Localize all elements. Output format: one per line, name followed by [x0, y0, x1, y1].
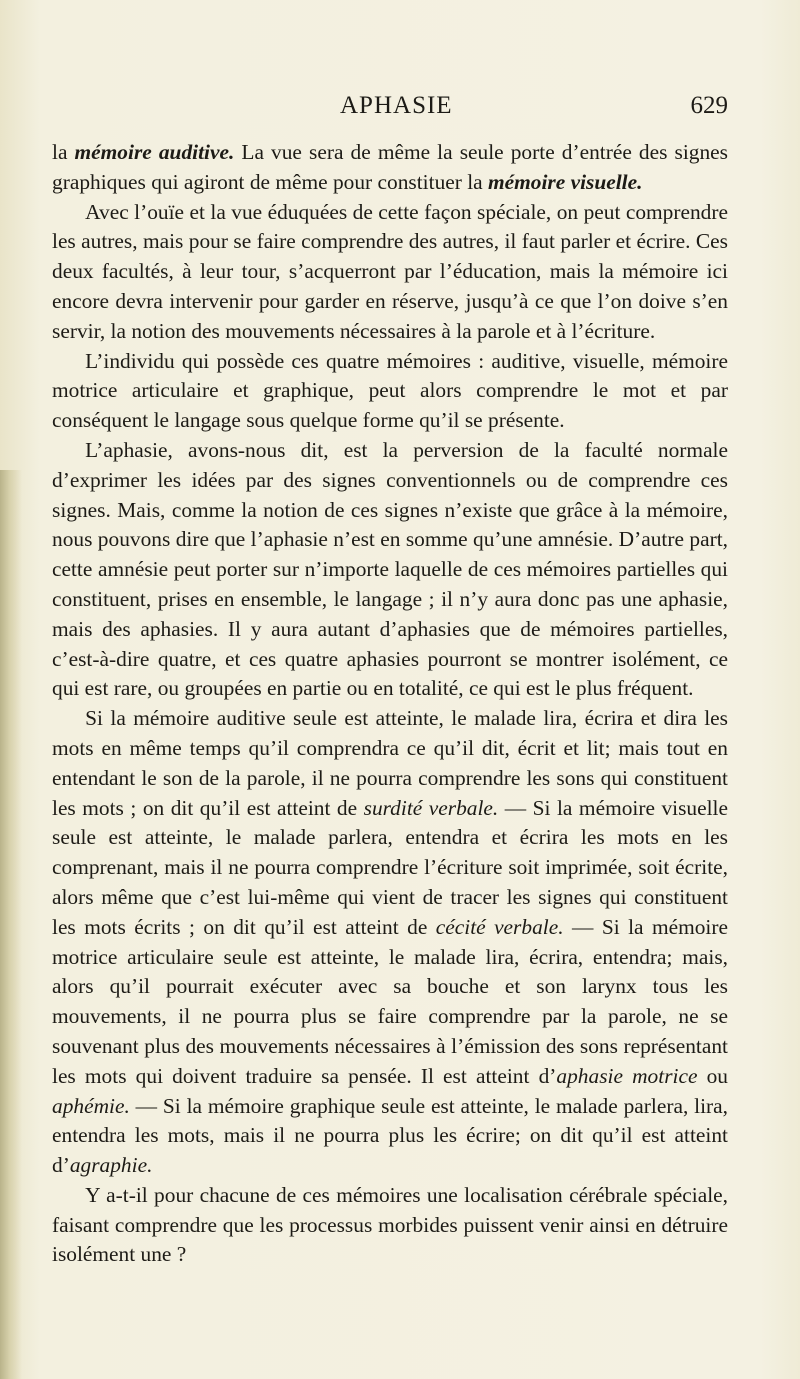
italic-term: mémoire auditive. [74, 140, 235, 164]
italic-term: agraphie. [69, 1153, 153, 1178]
paragraph [52, 436, 728, 704]
text-run: Si la mémoire auditive seule est atteinte, le malade lira, écrira et dira les mots en même temps qu’il comprendra ce qu’il dit, écrit et lit; mais tout en entendant le son de la parole, il ne pourra comprendre les sons qui constituent les mots ; on dit qu’il est atteint de [52, 706, 728, 820]
body-text [52, 138, 728, 1270]
text-run: — Si la mémoire motrice articulaire seule est atteinte, le malade lira, écrira, entendra; mais, alors qu’il pourrait exécuter avec sa bouche et son larynx tous les mouvements, il ne pourra plus se faire comprendre par la parole, ne se souvenant plus des mouvements nécessaires à l’émission des sons représentant les mots qui doivent traduire sa pensée. Il est atteint d’ [52, 914, 728, 1088]
running-title: APHASIE [340, 92, 453, 119]
text-run: Avec l’ouïe et la vue éduquées de cette façon spéciale, on peut comprendre les autres, mais pour se faire comprendre des autres, il faut parler et écrire. Ces deux facultés, à leur tour, s’acquerront par l’éducation, mais la mémoire ici encore devra intervenir pour garder en réserve, jusqu’à ce que l’on doive s’en servir, la notion des mouvements nécessaires à la parole et à l’écriture. [52, 199, 728, 343]
paragraph [52, 704, 728, 1181]
paragraph [52, 138, 728, 198]
paragraph [52, 198, 728, 347]
italic-term: aphémie. [52, 1093, 130, 1118]
text-run: — Si la mémoire visuelle seule est atteinte, le malade parlera, entendra et écrira les mots en les comprenant, mais il ne pourra comprendre l’écriture soit imprimée, soit écrite, alors même que c’est lui-même qui vient de tracer les signes qui constituent les mots écrits ; on dit qu’il est atteint de [52, 795, 728, 939]
italic-term: mémoire visuelle. [488, 169, 643, 194]
text-run: la [52, 140, 75, 164]
paragraph [52, 347, 728, 436]
page-binding-shadow [0, 470, 22, 1379]
italic-term: aphasie motrice [556, 1063, 698, 1088]
paragraph [52, 1181, 728, 1270]
text-run: ou [697, 1063, 728, 1088]
page-header [248, 92, 728, 128]
italic-term: cécité verbale. [435, 914, 564, 939]
italic-term: surdité verbale. [363, 795, 499, 820]
text-run: — Si la mémoire graphique seule est atteinte, le malade parlera, lira, entendra les mots, mais il ne pourra plus les écrire; on dit qu’il est atteint d’ [52, 1093, 728, 1178]
text-run: L’individu qui possède ces quatre mémoires : auditive, visuelle, mémoire motrice articulaire et graphique, peut alors comprendre le mot et par conséquent le langage sous quelque forme qu’il se présente. [52, 348, 728, 433]
page-number: 629 [690, 92, 728, 119]
text-run: Y a-t-il pour chacune de ces mémoires une localisation cérébrale spéciale, faisant comprendre que les processus morbides puissent venir ainsi en détruire isolément une ? [52, 1182, 728, 1267]
text-run: L’aphasie, avons-nous dit, est la perversion de la faculté normale d’exprimer les idées par des signes conventionnels ou de comprendre ces signes. Mais, comme la notion de ces signes n’existe que grâce à la mémoire, nous pouvons dire que l’aphasie n’est en somme qu’une amnésie. D’autre part, cette amnésie peut porter sur n’importe laquelle de ces mémoires partielles qui constituent, prises en ensemble, le langage ; il n’y aura donc pas une aphasie, mais des aphasies. Il y aura autant d’aphasies que de mémoires partielles, c’est-à-dire quatre, et ces quatre aphasies pourront se montrer isolément, ce qui est rare, ou groupées en partie ou en totalité, ce qui est le plus fréquent. [52, 437, 728, 701]
text-run: La vue sera de même la seule porte d’entrée des signes graphiques qui agiront de même pour constituer la [52, 140, 728, 194]
